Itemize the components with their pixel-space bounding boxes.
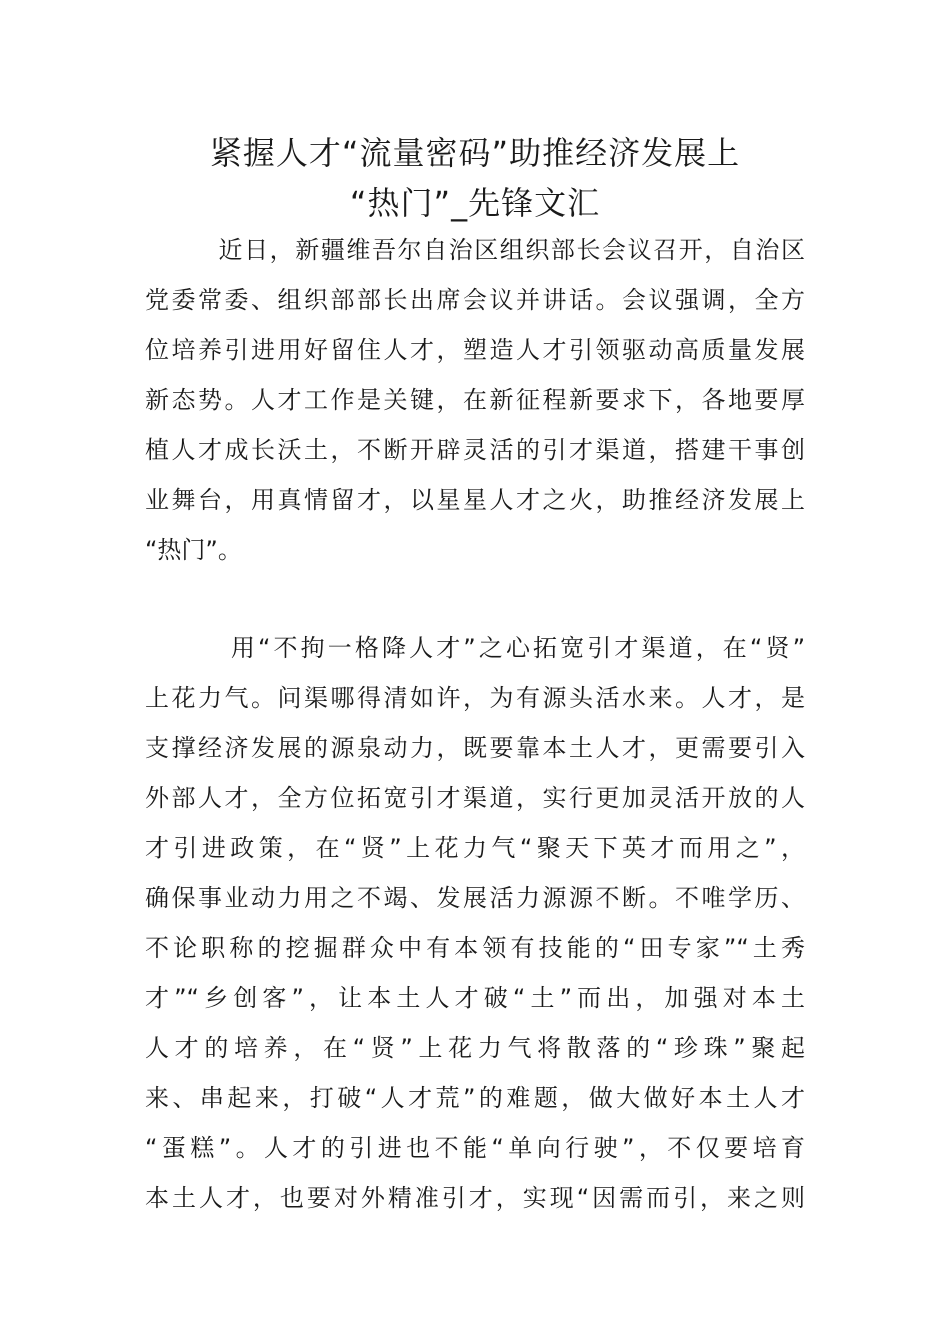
paragraph-line: 近日，新疆维吾尔自治区组织部长会议召开，自治区 — [145, 236, 805, 264]
paragraph-line: “蛋糕”。人才的引进也不能“单向行驶”，不仅要培育 — [145, 1134, 805, 1162]
paragraph-line: 支撑经济发展的源泉动力，既要靠本土人才，更需要引入 — [145, 734, 805, 762]
document-title-line-2: “热门”_先锋文汇 — [349, 184, 601, 222]
paragraph-line: 位培养引进用好留住人才，塑造人才引领驱动高质量发展 — [145, 336, 805, 364]
paragraph-line: 用“不拘一格降人才”之心拓宽引才渠道，在“贤” — [145, 634, 805, 662]
paragraph-line: 来、串起来，打破“人才荒”的难题，做大做好本土人才 — [145, 1084, 805, 1112]
paragraph-line: “热门”。 — [145, 536, 242, 564]
paragraph-line: 才引进政策，在“贤”上花力气“聚天下英才而用之”， — [145, 834, 805, 862]
paragraph-line: 确保事业动力用之不竭、发展活力源源不断。不唯学历、 — [145, 884, 805, 912]
paragraph-line: 党委常委、组织部部长出席会议并讲话。会议强调，全方 — [145, 286, 805, 314]
paragraph-line: 外部人才，全方位拓宽引才渠道，实行更加灵活开放的人 — [145, 784, 805, 812]
paragraph-line: 才”“乡创客”，让本土人才破“土”而出，加强对本土 — [145, 984, 805, 1012]
paragraph-line: 业舞台，用真情留才，以星星人才之火，助推经济发展上 — [145, 486, 805, 514]
paragraph-line: 植人才成长沃土，不断开辟灵活的引才渠道，搭建干事创 — [145, 436, 805, 464]
document-title-line-1: 紧握人才“流量密码”助推经济发展上 — [209, 134, 741, 172]
paragraph-line: 本土人才，也要对外精准引才，实现“因需而引，来之则 — [145, 1184, 805, 1212]
paragraph-line: 人才的培养，在“贤”上花力气将散落的“珍珠”聚起 — [145, 1034, 805, 1062]
paragraph-line: 不论职称的挖掘群众中有本领有技能的“田专家”“土秀 — [145, 934, 805, 962]
paragraph-line: 新态势。人才工作是关键，在新征程新要求下，各地要厚 — [145, 386, 805, 414]
paragraph-line: 上花力气。问渠哪得清如许，为有源头活水来。人才，是 — [145, 684, 805, 712]
